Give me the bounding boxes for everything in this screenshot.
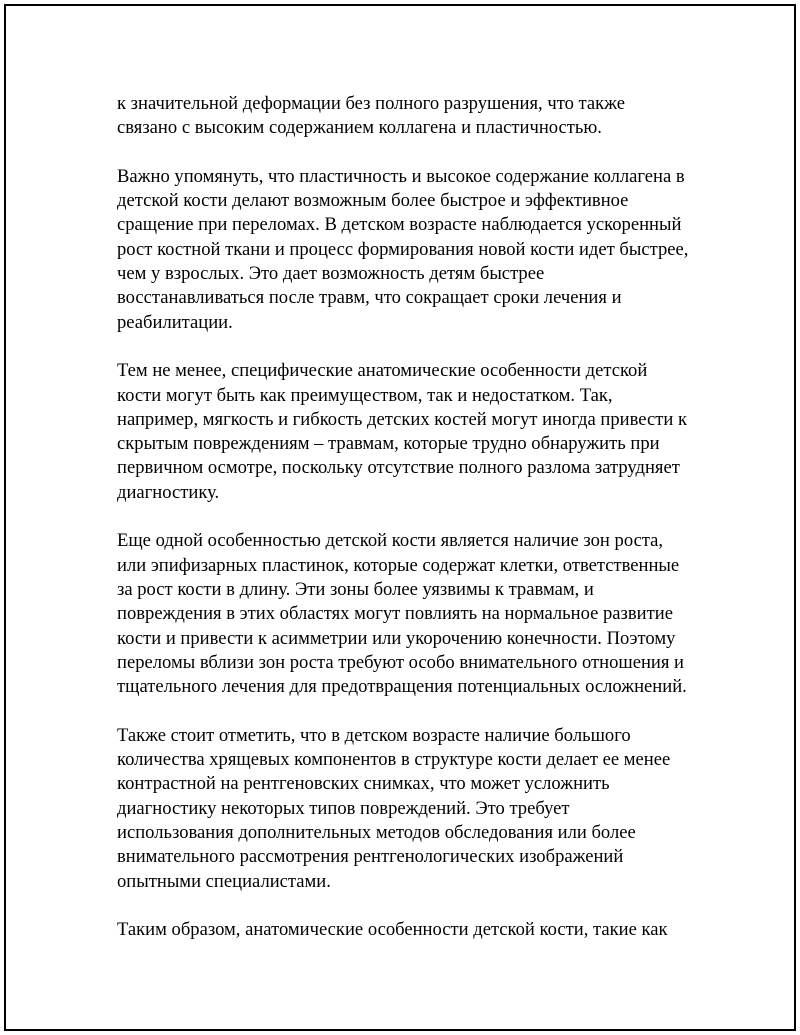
text-line: реабилитации. (117, 311, 233, 333)
text-line: Также стоит отметить, что в детском возрасте наличие большого (117, 724, 631, 746)
text-line: или эпифизарных пластинок, которые содержат клетки, ответственные (117, 554, 680, 576)
paragraph-1 (117, 92, 697, 141)
text-line: кости могут быть как преимуществом, так и недостатком. Так, (117, 384, 613, 406)
paragraph-5 (117, 724, 697, 894)
text-line: количества хрящевых компонентов в структуре кости делает ее менее (117, 749, 671, 771)
paragraph-3 (117, 359, 697, 505)
text-line: контрастной на рентгеновских снимках, что может усложнить (117, 773, 610, 795)
text-line: повреждения в этих областях могут повлиять на нормальное развитие (117, 603, 673, 625)
text-line: скрытым повреждениям – травмам, которые трудно обнаружить при (117, 433, 660, 455)
text-line: использования дополнительных методов обследования или более (117, 821, 636, 843)
text-line: Таким образом, анатомические особенности детской кости, такие как (117, 919, 668, 941)
text-line: например, мягкость и гибкость детских костей могут иногда привести к (117, 408, 688, 430)
text-line: сращение при переломах. В детском возрасте наблюдается ускоренный (117, 214, 682, 236)
text-line: Важно упомянуть, что пластичность и высокое содержание коллагена в (117, 165, 685, 187)
text-line: диагностику. (117, 481, 220, 503)
text-line: связано с высоким содержанием коллагена и пластичностью. (117, 117, 602, 139)
text-line: первичном осмотре, поскольку отсутствие полного разлома затрудняет (117, 457, 680, 479)
text-line: рост костной ткани и процесс формирования новой кости идет быстрее, (117, 238, 689, 260)
paragraph-4 (117, 529, 697, 699)
text-line: Тем не менее, специфические анатомические особенности детской (117, 360, 648, 382)
text-line: внимательного рассмотрения рентгенологических изображений (117, 846, 624, 868)
text-line: чем у взрослых. Это дает возможность детям быстрее (117, 263, 545, 285)
text-line: за рост кости в длину. Эти зоны более уязвимы к травмам, и (117, 578, 594, 600)
text-line: опытными специалистами. (117, 870, 331, 892)
text-line: к значительной деформации без полного разрушения, что также (117, 93, 626, 114)
text-line: восстанавливаться после травм, что сокращает сроки лечения и (117, 287, 622, 309)
text-line: Еще одной особенностью детской кости является наличие зон роста, (117, 530, 664, 552)
paragraph-6 (117, 918, 697, 942)
document-body (117, 92, 697, 967)
paragraph-2 (117, 165, 697, 335)
text-line: тщательного лечения для предотвращения потенциальных осложнений. (117, 676, 687, 698)
text-line: переломы вблизи зон роста требуют особо внимательного отношения и (117, 651, 684, 673)
text-line: детской кости делают возможным более быстрое и эффективное (117, 190, 629, 212)
text-line: кости и привести к асимметрии или укорочению конечности. Поэтому (117, 627, 676, 649)
text-line: диагностику некоторых типов повреждений. Это требует (117, 797, 570, 819)
